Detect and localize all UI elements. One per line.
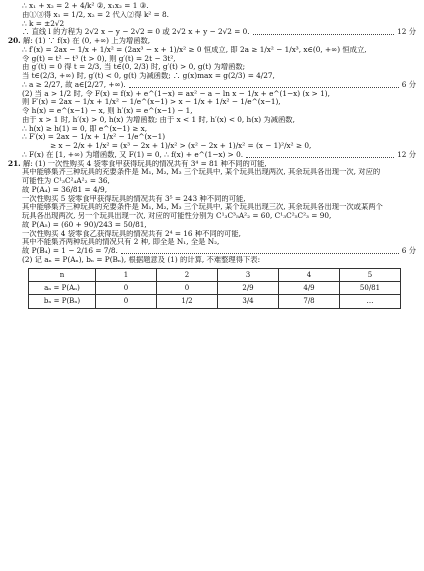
table-header-cell: 1 bbox=[96, 268, 157, 281]
table-header-cell: n bbox=[29, 268, 96, 281]
text-line: 其中不能集齐两种玩具的情况只有 2 种, 即全是 N₁, 全是 N₂, bbox=[22, 238, 220, 247]
score-label: 6 分 bbox=[401, 79, 416, 89]
probability-table bbox=[28, 268, 401, 309]
text-line: (2) 当 a > 1/2 时, 令 F(x) = f(x) + e^(1−x) = ax² − a − ln x − 1/x + e^(1−x) (x > 1), bbox=[22, 89, 330, 98]
text-line: 令 g(t) = t² − t³ (t > 0), 则 g′(t) = 2t − 3t², bbox=[22, 54, 176, 63]
text-line: ∴ F(x) 在 [1, +∞) 为增函数, 又 F(1) = 0, ∴ f(x) + e^(1−x) > 0. bbox=[22, 149, 244, 159]
table-header-cell: 5 bbox=[340, 268, 401, 281]
score-label: 6 分 bbox=[401, 246, 416, 255]
table-header-cell: 4 bbox=[279, 268, 340, 281]
text-line: ∴ 直线 l 的方程为 2√2 x − y − 2√2 = 0 或 2√2 x + y − 2√2 = 0. bbox=[22, 27, 250, 37]
text-line: ∴ f′(x) = 2ax − 1/x + 1/x² = (2ax³ − x + 1)/x² ≥ 0 恒成立, 即 2a ≥ 1/x² − 1/x³, x∈(0, +∞) 恒成立, bbox=[22, 45, 367, 54]
leader-dots bbox=[121, 247, 399, 254]
score-row bbox=[8, 81, 416, 90]
table-row bbox=[29, 281, 401, 294]
table-cell: 50/81 bbox=[340, 281, 401, 294]
score-row bbox=[8, 28, 416, 37]
table-cell: 7/8 bbox=[279, 295, 340, 308]
text-line: ∴ F′(x) = 2ax − 1/x + 1/x² − 1/e^(x−1) bbox=[22, 133, 166, 142]
text-line: 故 P(A₄) = 36/81 = 4/9, bbox=[22, 185, 108, 194]
text-line: 故 P(A₅) = (60 + 90)/243 = 50/81, bbox=[22, 220, 147, 229]
table-cell: bₙ = P(Bₙ) bbox=[29, 295, 96, 308]
question-21-head: 21. 解: (1) 一次性购买 4 袋零食甲获得玩具的情况共有 3⁴ = 81 种不同的可能, bbox=[8, 159, 267, 168]
leader-dots bbox=[253, 28, 394, 35]
text-line: (2) 记 aₙ = P(Aₙ), bₙ = P(Bₙ), 根据题意及 (1) 的计算, 不难整理得下表: bbox=[22, 255, 261, 264]
table-cell: 0 bbox=[157, 281, 218, 294]
text-line: 可能性为 C¹₃C²₄A²₂ = 36, bbox=[22, 177, 110, 185]
leader-dots bbox=[246, 151, 394, 158]
table-cell: 1/2 bbox=[157, 295, 218, 308]
table-header-cell: 2 bbox=[157, 268, 218, 281]
text-line: 由于 x > 1 时, h′(x) > 0, h(x) 为增函数; 由于 x < 1 时, h′(x) < 0, h(x) 为减函数, bbox=[22, 115, 295, 124]
text-line: 由 g′(t) = 0 得 t = 2/3, 当 t∈(0, 2/3) 时, g′(t) > 0, g(t) 为增函数; bbox=[22, 63, 246, 72]
table-cell: 2/9 bbox=[218, 281, 279, 294]
text-line: 令 h(x) = e^(x−1) − x, 则 h′(x) = e^(x−1) − 1, bbox=[22, 107, 193, 115]
table-cell: aₙ = P(Aₙ) bbox=[29, 281, 96, 294]
table-row bbox=[29, 295, 401, 308]
text-line: ∴ a ≥ 2/27, 故 a∈[2/27, +∞). bbox=[22, 79, 126, 89]
score-label: 12 分 bbox=[397, 149, 416, 159]
question-20-head: 20. 解: (1) ∵ f(x) 在 (0, +∞) 上为增函数, bbox=[8, 37, 151, 45]
text-line: ∴ k = ±2√2 bbox=[22, 19, 65, 28]
table-cell: 0 bbox=[96, 281, 157, 294]
text-line: ∴ h(x) ≥ h(1) = 0, 即 e^(x−1) ≥ x, bbox=[22, 124, 148, 133]
table-cell: 0 bbox=[96, 295, 157, 308]
text-line: 由①③得 x₁ = 1/2, x₂ = 2 代入②得 k² = 8. bbox=[22, 10, 170, 19]
score-row bbox=[8, 247, 416, 256]
text-line: 一次性购买 4 袋零食乙获得玩具的情况共有 2⁴ = 16 种不同的可能, bbox=[22, 229, 241, 238]
table-cell: … bbox=[340, 295, 401, 308]
table-cell: 3/4 bbox=[218, 295, 279, 308]
table-header-row bbox=[29, 268, 401, 281]
table-cell: 4/9 bbox=[279, 281, 340, 294]
text-line: 玩具各出现两次, 另一个玩具出现一次, 对应的可能性分别为 C¹₃C³₅A²₂ = 60, C¹₃C²₅C²₃ = 90, bbox=[22, 212, 332, 220]
text-line: 当 t∈(2/3, +∞) 时, g′(t) < 0, g(t) 为减函数; ∴ g(x)max = g(2/3) = 4/27, bbox=[22, 72, 275, 80]
text-line: 故 P(B₄) = 1 − 2/16 = 7/8. bbox=[22, 246, 118, 255]
score-label: 12 分 bbox=[397, 27, 416, 37]
table-header-cell: 3 bbox=[218, 268, 279, 281]
text-line: 其中能够集齐三种玩具的充要条件是 M₁, M₂, M₃ 三个玩具中, 某个玩具出现三次, 其余玩具各出现一次或某两个 bbox=[22, 203, 383, 212]
score-row bbox=[8, 151, 416, 160]
text-line: ∴ x₁ + x₂ = 2 + 4/k² ②, x₁x₂ = 1 ③. bbox=[22, 2, 149, 10]
text-line: 一次性购买 5 袋零食甲获得玩具的情况共有 3⁵ = 243 种不同的可能, bbox=[22, 194, 246, 203]
text-line: 则 F′(x) = 2ax − 1/x + 1/x² − 1/e^(x−1) > x − 1/x + 1/x² − 1/e^(x−1), bbox=[22, 98, 281, 107]
text-line: 其中能够集齐三种玩具的充要条件是 M₁, M₂, M₃ 三个玩具中, 某个玩具出现两次, 其余玩具各出现一次, 对应的 bbox=[22, 168, 381, 177]
leader-dots bbox=[129, 81, 399, 88]
text-line: ≥ x − 2/x + 1/x² = (x³ − 2x + 1)/x² > (x² − 2x + 1)/x² = (x − 1)²/x² ≥ 0, bbox=[50, 142, 312, 150]
